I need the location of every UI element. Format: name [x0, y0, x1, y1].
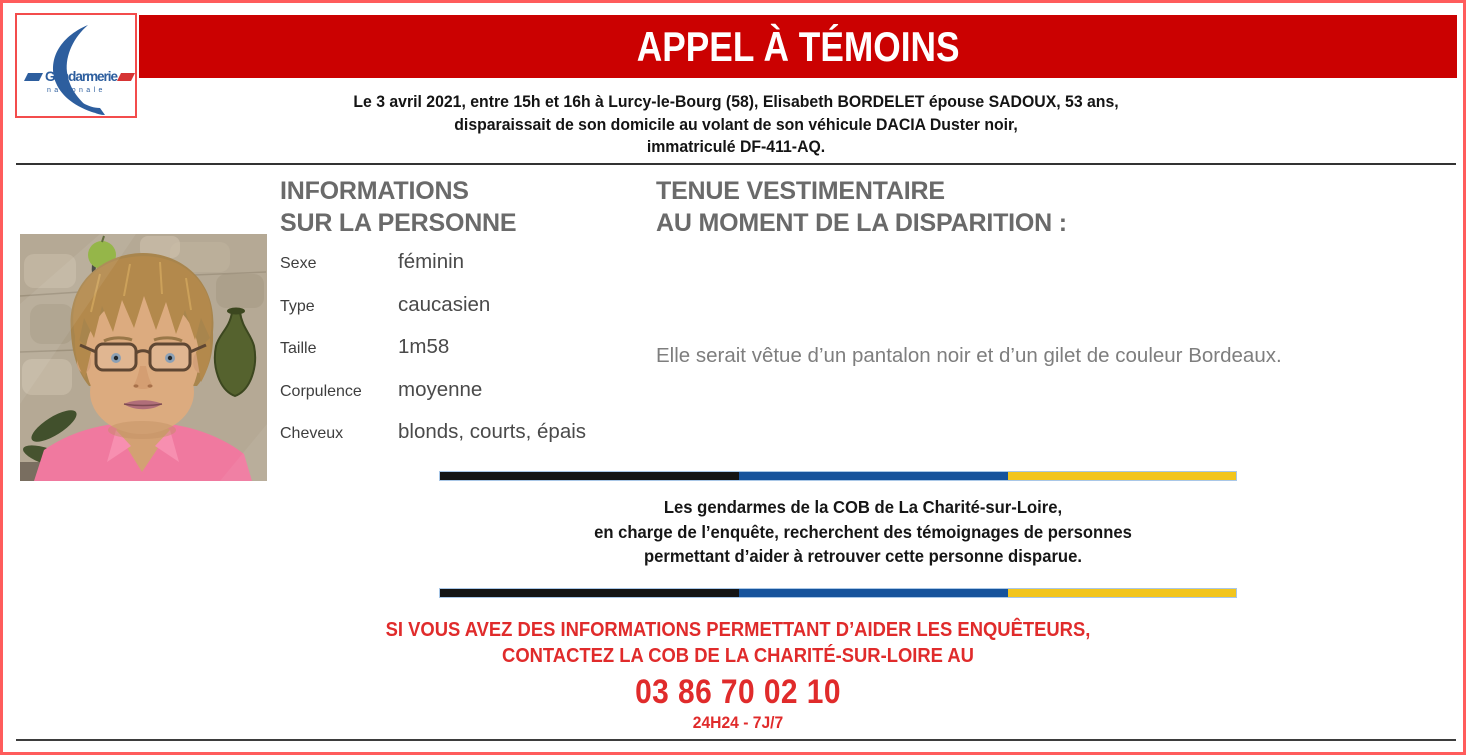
top-divider — [16, 163, 1456, 165]
bar-segment-blue — [739, 472, 1008, 480]
person-attributes — [280, 250, 650, 463]
clothing-heading-line-1: TENUE VESTIMENTAIRE — [656, 177, 945, 205]
clothing-heading — [656, 176, 1067, 239]
gendarmerie-logo-graphic — [17, 15, 135, 116]
attribute-label: Type — [280, 297, 315, 315]
incident-line-1: Le 3 avril 2021, entre 15h et 16h à Lurcy-le-Bourg (58), Elisabeth BORDELET épouse SADOUX, 53 ans, — [353, 92, 1119, 111]
cta-line-1: SI VOUS AVEZ DES INFORMATIONS PERMETTANT D’AIDER LES ENQUÊTEURS, — [385, 619, 1091, 641]
investigation-line-1: Les gendarmes de la COB de La Charité-sur-Loire, — [663, 497, 1063, 517]
bottom-divider — [16, 739, 1456, 741]
incident-line-3: immatriculé DF-411-AQ. — [646, 137, 826, 156]
investigation-line-3: permettant d’aider à retrouver cette personne disparue. — [644, 546, 1082, 566]
attribute-row — [280, 293, 650, 336]
bar-segment-yellow — [1008, 589, 1236, 597]
gendarmerie-logo — [15, 13, 137, 118]
clothing-heading-line-2: AU MOMENT DE LA DISPARITION : — [656, 208, 1067, 237]
attribute-label: Taille — [280, 340, 317, 357]
logo-red-parallelogram-icon — [117, 73, 135, 81]
logo-subtitle: nationale — [47, 87, 105, 94]
attribute-value: blonds, courts, épais — [398, 420, 587, 443]
tricolor-bar-bottom — [439, 588, 1237, 598]
attribute-label: Cheveux — [280, 425, 344, 442]
attribute-label: Sexe — [280, 255, 317, 272]
incident-line-2: disparaissait de son domicile au volant de son véhicule DACIA Duster noir, — [454, 114, 1018, 134]
attribute-value: 1m58 — [398, 335, 450, 358]
page-title: APPEL À TÉMOINS — [636, 22, 960, 70]
attribute-label: Corpulence — [280, 382, 362, 400]
person-info-heading — [280, 176, 516, 239]
contact-block — [38, 617, 1438, 732]
tricolor-bar-top — [439, 471, 1237, 481]
incident-summary — [36, 91, 1436, 159]
attribute-row — [280, 250, 650, 293]
bar-segment-black — [440, 472, 739, 480]
attribute-row — [280, 378, 650, 421]
title-banner — [139, 15, 1457, 78]
person-info-heading-line-2: SUR LA PERSONNE — [280, 208, 517, 237]
availability-text: 24H24 - 7J/7 — [692, 713, 784, 732]
attribute-value: féminin — [398, 250, 465, 273]
investigation-line-2: en charge de l’enquête, recherchent des témoignages de personnes — [594, 521, 1132, 542]
attribute-row — [280, 420, 650, 463]
logo-blue-parallelogram-icon — [24, 73, 43, 81]
clothing-description: Elle serait vêtue d’un pantalon noir et d’un gilet de couleur Bordeaux. — [656, 344, 1282, 367]
missing-person-photo — [20, 234, 267, 481]
person-info-heading-line-1: INFORMATIONS — [280, 177, 469, 205]
attribute-value: caucasien — [398, 292, 491, 316]
bar-segment-blue — [739, 589, 1008, 597]
bar-segment-black — [440, 589, 739, 597]
attribute-value: moyenne — [398, 377, 483, 401]
bar-segment-yellow — [1008, 472, 1236, 480]
phone-number: 03 86 70 02 10 — [635, 673, 841, 711]
logo-wordmark: Gendarmerie — [45, 69, 118, 84]
cta-line-2: CONTACTEZ LA COB DE LA CHARITÉ-SUR-LOIRE AU — [502, 645, 974, 667]
attribute-row — [280, 335, 650, 378]
investigation-text — [463, 495, 1263, 569]
